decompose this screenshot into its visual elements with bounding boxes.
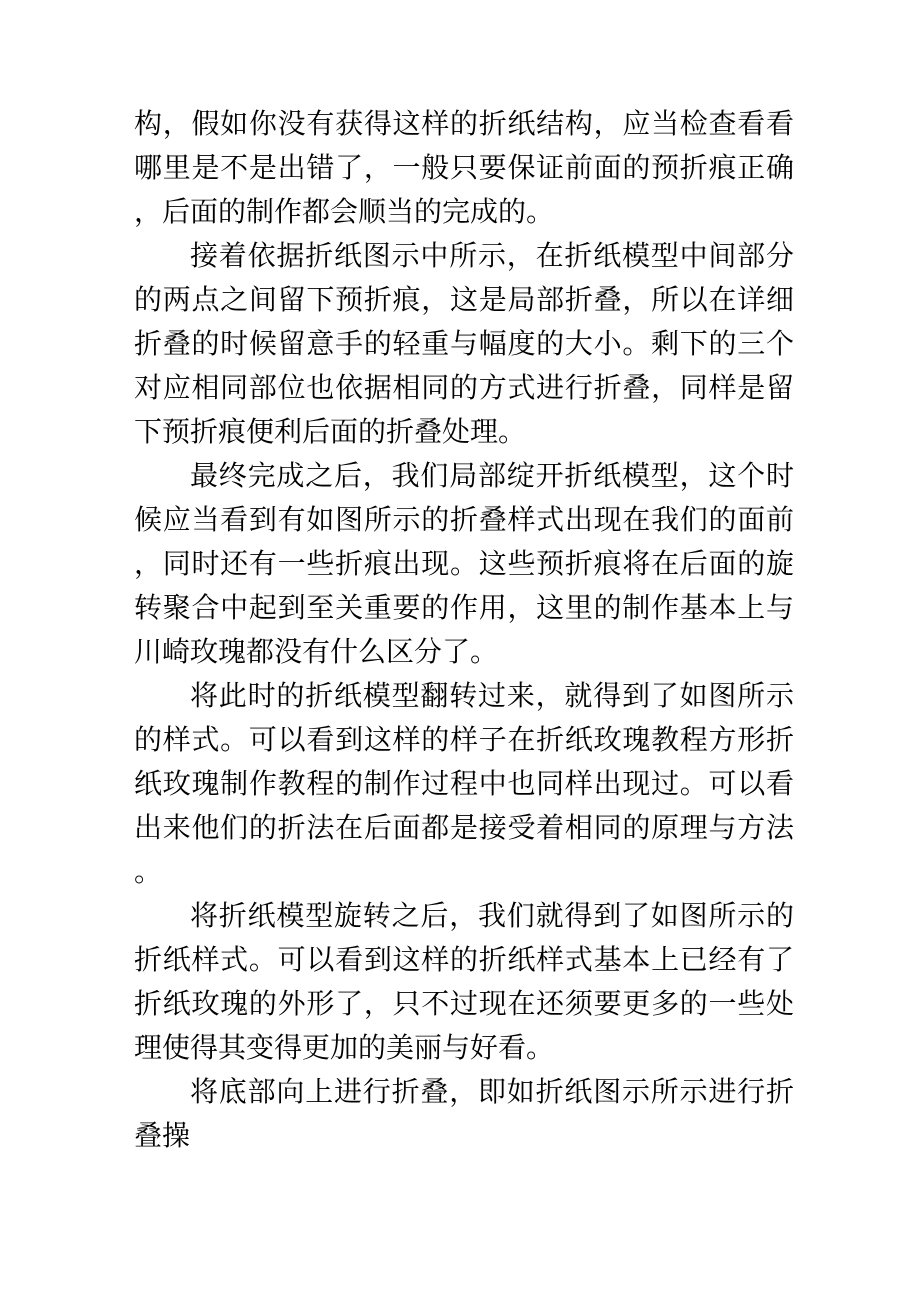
- paragraph-1: 构，假如你没有获得这样的折纸结构，应当检查看看哪里是不是出错了，一般只要保证前面的预折痕正确，后面的制作都会顺当的完成的。: [134, 107, 794, 228]
- paragraph-2: 接着依据折纸图示中所示，在折纸模型中间部分的两点之间留下预折痕，这是局部折叠，所以在详细折叠的时候留意手的轻重与幅度的大小。剩下的三个对应相同部位也依据相同的方式进行折叠，同样是留下预折痕便利后面的折叠处理。: [134, 239, 794, 448]
- document-page: [134, 102, 794, 1158]
- paragraph-5: 将折纸模型旋转之后，我们就得到了如图所示的折纸样式。可以看到这样的折纸样式基本上已经有了折纸玫瑰的外形了，只不过现在还须要更多的一些处理使得其变得更加的美丽与好看。: [134, 899, 794, 1064]
- paragraph-4: 将此时的折纸模型翻转过来，就得到了如图所示的样式。可以看到这样的样子在折纸玫瑰教程方形折纸玫瑰制作教程的制作过程中也同样出现过。可以看出来他们的折法在后面都是接受着相同的原理与方法。: [134, 679, 794, 888]
- paragraph-6: 将底部向上进行折叠，即如折纸图示所示进行折叠操: [134, 1075, 794, 1152]
- paragraph-3: 最终完成之后，我们局部绽开折纸模型，这个时候应当看到有如图所示的折叠样式出现在我们的面前，同时还有一些折痕出现。这些预折痕将在后面的旋转聚合中起到至关重要的作用，这里的制作基本上与川崎玫瑰都没有什么区分了。: [134, 459, 794, 668]
